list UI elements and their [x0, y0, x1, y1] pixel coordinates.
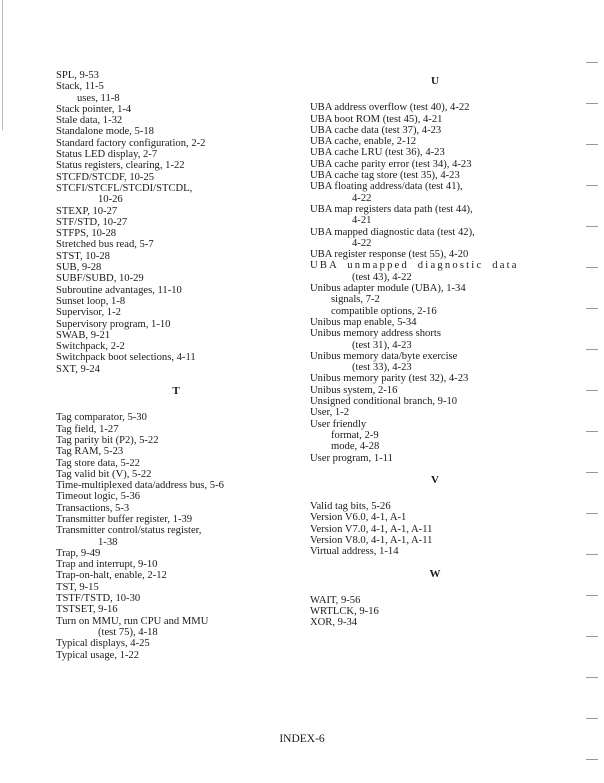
index-entry: Stale data, 1-32: [56, 115, 123, 127]
index-entry: STFPS, 10-28: [56, 228, 117, 240]
index-entry: Sunset loop, 1-8: [56, 295, 126, 307]
index-entry: Unibus memory address shorts: [310, 328, 441, 340]
index-subentry: 1-38: [98, 536, 118, 548]
index-entry: User program, 1-11: [310, 452, 393, 464]
margin-tick: [586, 62, 598, 63]
index-subentry: 4-21: [352, 215, 372, 227]
index-entry: SUB, 9-28: [56, 262, 102, 274]
index-entry: Switchpack, 2-2: [56, 341, 125, 353]
index-entry: Typical displays, 4-25: [56, 638, 150, 650]
index-entry: Typical usage, 1-22: [56, 649, 140, 661]
index-entry: Standalone mode, 5-18: [56, 126, 154, 138]
index-subentry: uses, 11-8: [77, 92, 120, 104]
margin-tick: [586, 677, 598, 678]
index-entry: UBA mapped diagnostic data (test 42),: [310, 226, 475, 238]
index-entry: Version V7.0, 4-1, A-1, A-11: [310, 523, 433, 535]
section-letter-heading: W: [429, 567, 441, 580]
index-subentry: (test 43), 4-22: [352, 271, 412, 283]
section-letter-heading: U: [431, 75, 439, 87]
margin-tick: [586, 513, 598, 514]
index-entry: TSTSET, 9-16: [56, 604, 118, 616]
index-subentry: 4-22: [352, 192, 372, 204]
index-entry: STCFI/STCFL/STCDI/STCDL,: [56, 182, 193, 194]
index-entry: User, 1-2: [310, 407, 349, 419]
margin-tick: [586, 144, 598, 145]
index-entry: SPL, 9-53: [56, 70, 99, 81]
index-entry: SXT, 9-24: [56, 363, 100, 375]
index-subentry: mode, 4-28: [331, 441, 380, 453]
index-entry: Version V8.0, 4-1, A-1, A-11: [310, 534, 433, 546]
index-entry: UBA cache tag store (test 35), 4-23: [310, 170, 460, 182]
index-entry: Trap, 9-49: [56, 547, 101, 559]
index-entry: Unibus memory parity (test 32), 4-23: [310, 373, 469, 385]
margin-tick: [586, 595, 598, 596]
margin-tick: [586, 103, 598, 104]
index-left-column: [56, 70, 296, 661]
index-entry: WAIT, 9-56: [310, 594, 361, 606]
index-entry: Unibus system, 2-16: [310, 384, 398, 396]
index-entry: Stretched bus read, 5-7: [56, 239, 154, 251]
index-entry: Tag field, 1-27: [56, 423, 119, 435]
index-entry: SUBF/SUBD, 10-29: [56, 273, 144, 285]
margin-tick: [586, 226, 598, 227]
index-entry: WRTLCK, 9-16: [310, 606, 379, 618]
margin-tick: [586, 349, 598, 350]
index-entry: Timeout logic, 5-36: [56, 491, 141, 503]
index-entry: Unsigned conditional branch, 9-10: [310, 396, 458, 408]
index-right-column: [310, 70, 560, 629]
index-entry: UBA boot ROM (test 45), 4-21: [310, 113, 443, 125]
index-entry: TST, 9-15: [56, 581, 99, 593]
index-entry: Version V6.0, 4-1, A-1: [310, 512, 407, 524]
index-subentry: (test 75), 4-18: [98, 626, 158, 638]
margin-tick: [586, 308, 598, 309]
index-entry: Transmitter control/status register,: [56, 525, 202, 537]
margin-tick: [586, 759, 598, 760]
margin-tick: [586, 185, 598, 186]
index-entry: Stack, 11-5: [56, 81, 104, 93]
index-entry: Trap-on-halt, enable, 2-12: [56, 570, 167, 582]
index-entry: UBA cache, enable, 2-12: [310, 136, 417, 148]
index-entry: Tag store data, 5-22: [56, 457, 140, 469]
index-entry: UBA cache data (test 37), 4-23: [310, 124, 442, 136]
index-entry: UBA register response (test 55), 4-20: [310, 249, 469, 261]
index-entry: Standard factory configuration, 2-2: [56, 137, 206, 149]
index-entry: Unibus memory data/byte exercise: [310, 350, 458, 362]
section-letter-heading: T: [172, 385, 180, 398]
index-entry: STF/STD, 10-27: [56, 216, 128, 228]
index-entry: Virtual address, 1-14: [310, 546, 399, 558]
page-number: INDEX-6: [279, 733, 325, 745]
index-entry: Trap and interrupt, 9-10: [56, 559, 158, 571]
index-entry: Switchpack boot selections, 4-11: [56, 352, 196, 364]
index-entry: TSTF/TSTD, 10-30: [56, 593, 141, 605]
index-subentry: compatible options, 2-16: [331, 305, 437, 317]
index-entry: UBA floating address/data (test 41),: [310, 181, 463, 193]
scan-edge-line: [2, 0, 3, 130]
section-letter-heading: V: [431, 473, 439, 486]
index-entry: Status registers, clearing, 1-22: [56, 160, 185, 172]
index-entry: UBA address overflow (test 40), 4-22: [310, 102, 470, 114]
margin-tick: [586, 636, 598, 637]
index-entry: STST, 10-28: [56, 250, 110, 262]
index-subentry: format, 2-9: [331, 429, 379, 441]
margin-tick: [586, 718, 598, 719]
index-entry: Time-multiplexed data/address bus, 5-6: [56, 480, 224, 492]
index-subentry: (test 33), 4-23: [352, 362, 412, 374]
index-entry: User friendly: [310, 418, 367, 430]
index-entry: UBA map registers data path (test 44),: [310, 203, 473, 215]
index-entry: Supervisory program, 1-10: [56, 318, 171, 330]
index-entry: Valid tag bits, 5-26: [310, 501, 391, 513]
index-entry: Supervisor, 1-2: [56, 307, 121, 319]
index-entry: Turn on MMU, run CPU and MMU: [56, 615, 209, 627]
index-subentry: signals, 7-2: [331, 294, 380, 306]
index-entry: Tag RAM, 5-23: [56, 446, 124, 458]
index-entry: XOR, 9-34: [310, 617, 358, 629]
index-entry: UBA cache parity error (test 34), 4-23: [310, 158, 472, 170]
index-subentry: (test 31), 4-23: [352, 339, 412, 351]
index-entry: Tag comparator, 5-30: [56, 412, 147, 424]
index-entry: SWAB, 9-21: [56, 329, 111, 341]
index-entry: Transactions, 5-3: [56, 502, 130, 514]
index-entry: Tag valid bit (V), 5-22: [56, 468, 152, 480]
margin-tick: [586, 472, 598, 473]
index-subentry: 10-26: [98, 194, 123, 206]
index-entry: Tag parity bit (P2), 5-22: [56, 434, 159, 446]
index-entry: UBA cache LRU (test 36), 4-23: [310, 147, 445, 159]
margin-tick: [586, 390, 598, 391]
index-entry: STCFD/STCDF, 10-25: [56, 171, 155, 183]
index-entry: Transmitter buffer register, 1-39: [56, 513, 193, 525]
margin-tick: [586, 431, 598, 432]
index-entry: Unibus map enable, 5-34: [310, 316, 417, 328]
index-entry: Subroutine advantages, 11-10: [56, 284, 182, 296]
margin-tick: [586, 267, 598, 268]
index-entry: Unibus adapter module (UBA), 1-34: [310, 283, 466, 295]
index-subentry: 4-22: [352, 237, 372, 249]
index-entry: STEXP, 10-27: [56, 205, 118, 217]
index-entry: Status LED display, 2-7: [56, 149, 158, 161]
index-entry: Stack pointer, 1-4: [56, 103, 132, 115]
index-entry: UBA unmapped diagnostic data: [310, 260, 519, 272]
margin-tick: [586, 554, 598, 555]
